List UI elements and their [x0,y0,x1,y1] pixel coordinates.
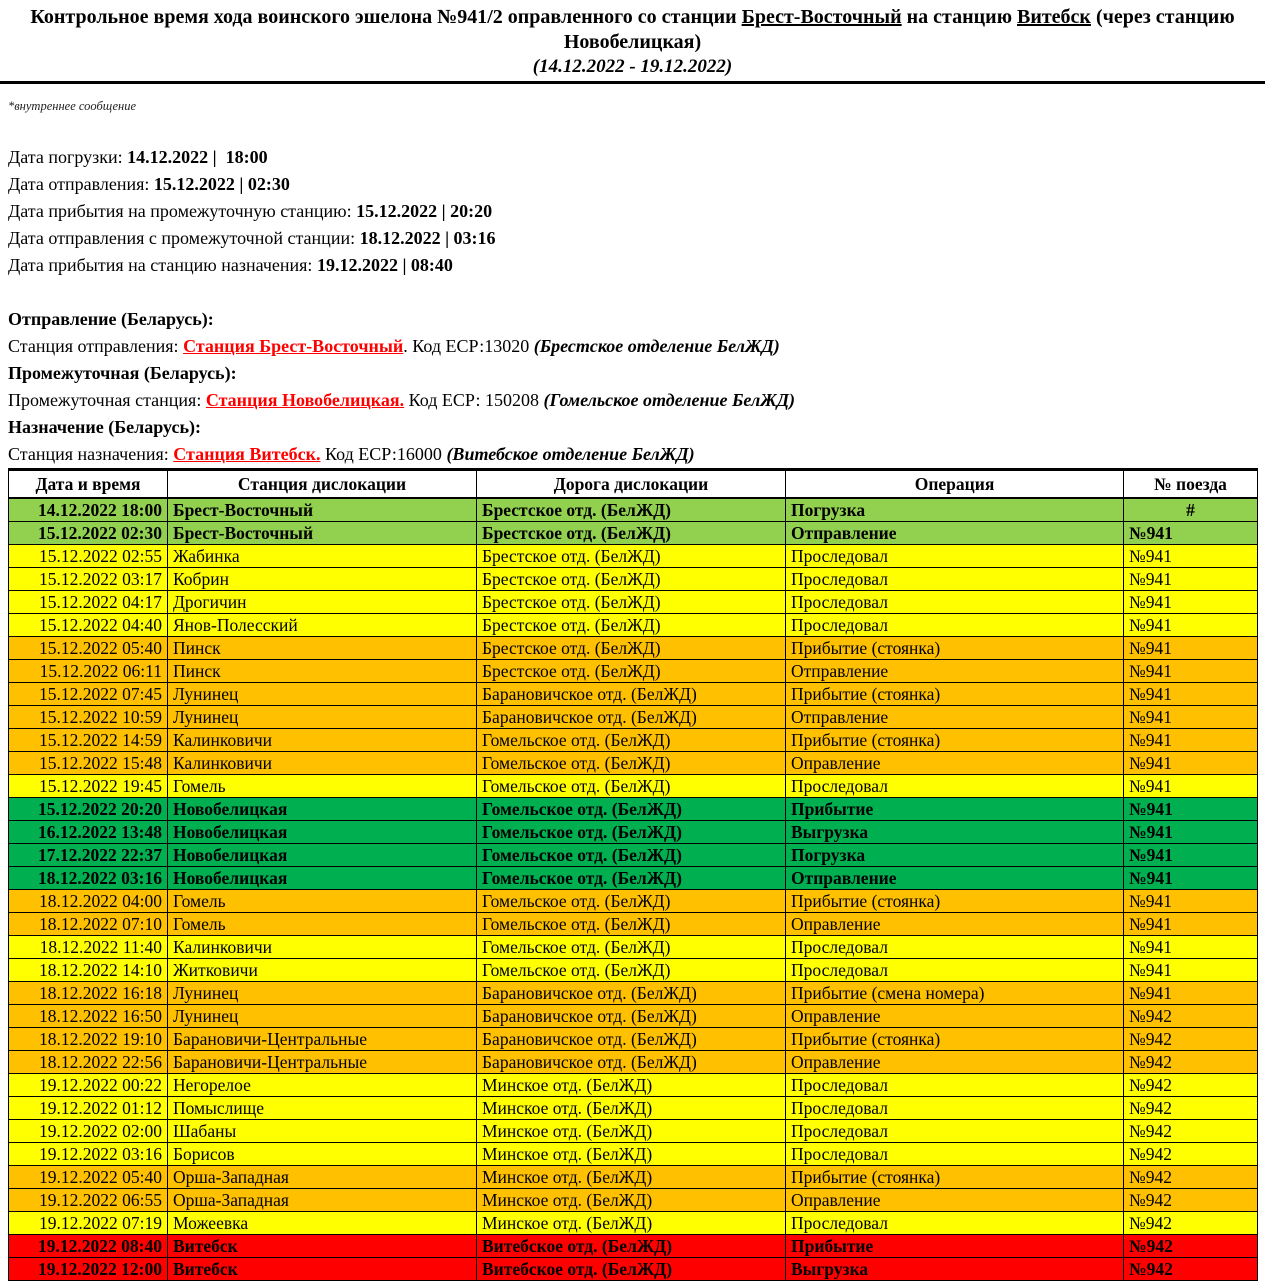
cell-station: Витебск [168,1235,477,1258]
route-station-line [8,441,1257,468]
cell-operation: Проследовал [786,775,1124,798]
table-row [9,706,1258,729]
summary-line [8,198,1257,225]
cell-station: Лунинец [168,1005,477,1028]
cell-road: Гомельское отд. (БелЖД) [477,890,786,913]
cell-train-number: №941 [1124,959,1258,982]
cell-train-number: №942 [1124,1051,1258,1074]
table-row [9,844,1258,867]
cell-station: Дрогичин [168,591,477,614]
cell-road: Барановичское отд. (БелЖД) [477,982,786,1005]
summary-line [8,225,1257,252]
table-row [9,1189,1258,1212]
cell-datetime: 19.12.2022 02:00 [9,1120,168,1143]
cell-train-number: №942 [1124,1028,1258,1051]
station-code: Код ЕСР:16000 [320,444,447,464]
cell-station: Жабинка [168,545,477,568]
route-section-heading: Промежуточная (Беларусь): [8,363,237,383]
cell-operation: Отправление [786,522,1124,545]
cell-station: Новобелицкая [168,821,477,844]
cell-train-number: №941 [1124,614,1258,637]
cell-road: Брестское отд. (БелЖД) [477,498,786,522]
cell-datetime: 18.12.2022 03:16 [9,867,168,890]
cell-operation: Погрузка [786,498,1124,522]
cell-operation: Проследовал [786,959,1124,982]
cell-road: Витебское отд. (БелЖД) [477,1258,786,1281]
cell-road: Гомельское отд. (БелЖД) [477,752,786,775]
table-row [9,936,1258,959]
cell-datetime: 16.12.2022 13:48 [9,821,168,844]
cell-station: Новобелицкая [168,867,477,890]
cell-datetime: 15.12.2022 14:59 [9,729,168,752]
table-row [9,522,1258,545]
cell-station: Можеевка [168,1212,477,1235]
column-header: Станция дислокации [168,470,477,499]
cell-datetime: 15.12.2022 15:48 [9,752,168,775]
cell-operation: Оправление [786,1189,1124,1212]
route-section-heading: Назначение (Беларусь): [8,417,201,437]
cell-datetime: 17.12.2022 22:37 [9,844,168,867]
cell-train-number: №942 [1124,1120,1258,1143]
table-row [9,545,1258,568]
cell-road: Гомельское отд. (БелЖД) [477,867,786,890]
cell-road: Брестское отд. (БелЖД) [477,614,786,637]
cell-datetime: 15.12.2022 02:55 [9,545,168,568]
cell-train-number: №941 [1124,522,1258,545]
cell-road: Барановичское отд. (БелЖД) [477,1051,786,1074]
cell-train-number: №942 [1124,1189,1258,1212]
table-row [9,1120,1258,1143]
table-row [9,683,1258,706]
cell-train-number: №941 [1124,844,1258,867]
cell-station: Шабаны [168,1120,477,1143]
title-station-from: Брест-Восточный [741,6,902,28]
route-station-label: Промежуточная станция: [8,390,206,410]
summary-line [8,144,1257,171]
cell-operation: Отправление [786,867,1124,890]
route-station-line [8,387,1257,414]
cell-operation: Проследовал [786,614,1124,637]
cell-datetime: 15.12.2022 19:45 [9,775,168,798]
table-row [9,591,1258,614]
cell-operation: Прибытие (стоянка) [786,1166,1124,1189]
title-part1: Контрольное время хода воинского эшелона №941/2 оправленного со станции [30,6,742,28]
document-header [0,0,1265,84]
cell-datetime: 19.12.2022 03:16 [9,1143,168,1166]
cell-train-number: №941 [1124,982,1258,1005]
cell-operation: Выгрузка [786,821,1124,844]
cell-operation: Проследовал [786,568,1124,591]
cell-train-number: №941 [1124,568,1258,591]
cell-road: Брестское отд. (БелЖД) [477,522,786,545]
cell-train-number: №941 [1124,936,1258,959]
cell-datetime: 18.12.2022 19:10 [9,1028,168,1051]
cell-road: Гомельское отд. (БелЖД) [477,775,786,798]
table-row [9,498,1258,522]
cell-station: Орша-Западная [168,1189,477,1212]
cell-datetime: 19.12.2022 12:00 [9,1258,168,1281]
cell-operation: Выгрузка [786,1258,1124,1281]
cell-datetime: 15.12.2022 02:30 [9,522,168,545]
cell-datetime: 19.12.2022 05:40 [9,1166,168,1189]
cell-train-number: №942 [1124,1166,1258,1189]
table-row [9,798,1258,821]
cell-operation: Прибытие (смена номера) [786,982,1124,1005]
table-row [9,1074,1258,1097]
cell-station: Гомель [168,890,477,913]
internal-message-note: *внутреннее сообщение [8,99,137,113]
route-info [8,306,1257,468]
table-row [9,729,1258,752]
cell-datetime: 19.12.2022 00:22 [9,1074,168,1097]
cell-operation: Оправление [786,752,1124,775]
table-row [9,637,1258,660]
cell-datetime: 15.12.2022 07:45 [9,683,168,706]
cell-datetime: 18.12.2022 16:50 [9,1005,168,1028]
cell-road: Брестское отд. (БелЖД) [477,545,786,568]
station-link[interactable]: Станция Новобелицкая. [205,390,405,410]
table-row [9,660,1258,683]
cell-datetime: 18.12.2022 07:10 [9,913,168,936]
cell-operation: Прибытие (стоянка) [786,729,1124,752]
cell-road: Барановичское отд. (БелЖД) [477,706,786,729]
cell-operation: Проследовал [786,1120,1124,1143]
cell-train-number: №942 [1124,1074,1258,1097]
cell-train-number: №942 [1124,1258,1258,1281]
cell-train-number: №942 [1124,1097,1258,1120]
summary-line [8,252,1257,279]
table-row [9,752,1258,775]
cell-train-number: №941 [1124,890,1258,913]
railway-division: (Витебское отделение БелЖД) [446,444,695,464]
cell-train-number: # [1124,498,1258,522]
title-part4: Новобелицкая) [563,31,702,53]
cell-datetime: 18.12.2022 14:10 [9,959,168,982]
table-row [9,1028,1258,1051]
cell-operation: Проследовал [786,591,1124,614]
table-row [9,1143,1258,1166]
cell-station: Витебск [168,1258,477,1281]
cell-datetime: 15.12.2022 05:40 [9,637,168,660]
cell-road: Брестское отд. (БелЖД) [477,591,786,614]
cell-operation: Прибытие (стоянка) [786,1028,1124,1051]
railway-division: (Гомельское отделение БелЖД) [543,390,796,410]
cell-road: Минское отд. (БелЖД) [477,1097,786,1120]
table-row [9,890,1258,913]
cell-station: Новобелицкая [168,844,477,867]
column-header: № поезда [1124,470,1258,499]
cell-datetime: 19.12.2022 01:12 [9,1097,168,1120]
cell-operation: Оправление [786,1005,1124,1028]
table-row [9,775,1258,798]
cell-datetime: 19.12.2022 08:40 [9,1235,168,1258]
cell-station: Лунинец [168,683,477,706]
cell-station: Гомель [168,775,477,798]
cell-datetime: 19.12.2022 06:55 [9,1189,168,1212]
cell-train-number: №941 [1124,798,1258,821]
cell-road: Минское отд. (БелЖД) [477,1212,786,1235]
cell-operation: Проследовал [786,1074,1124,1097]
cell-road: Гомельское отд. (БелЖД) [477,798,786,821]
cell-road: Барановичское отд. (БелЖД) [477,683,786,706]
cell-station: Орша-Западная [168,1166,477,1189]
cell-road: Минское отд. (БелЖД) [477,1166,786,1189]
cell-road: Барановичское отд. (БелЖД) [477,1028,786,1051]
table-header-row [9,470,1258,499]
cell-station: Пинск [168,637,477,660]
route-station-line [8,333,1257,360]
cell-train-number: №942 [1124,1235,1258,1258]
cell-train-number: №941 [1124,821,1258,844]
cell-road: Гомельское отд. (БелЖД) [477,729,786,752]
cell-datetime: 15.12.2022 20:20 [9,798,168,821]
cell-road: Витебское отд. (БелЖД) [477,1235,786,1258]
cell-operation: Проследовал [786,1212,1124,1235]
railway-division: (Брестское отделение БелЖД) [533,336,780,356]
cell-station: Калинковичи [168,729,477,752]
station-link[interactable]: Станция Витебск. [173,444,321,464]
cell-datetime: 18.12.2022 11:40 [9,936,168,959]
cell-operation: Отправление [786,660,1124,683]
summary-value: 18.12.2022 | 03:16 [359,228,496,248]
table-row [9,867,1258,890]
table-row [9,614,1258,637]
cell-station: Брест-Восточный [168,522,477,545]
cell-station: Пинск [168,660,477,683]
table-row [9,982,1258,1005]
summary-value: 19.12.2022 | 08:40 [316,255,453,275]
title-date-range: (14.12.2022 - 19.12.2022) [532,56,733,77]
cell-operation: Проследовал [786,1143,1124,1166]
cell-train-number: №941 [1124,913,1258,936]
cell-road: Гомельское отд. (БелЖД) [477,913,786,936]
station-code: Код ЕСР: 150208 [404,390,544,410]
cell-station: Помыслище [168,1097,477,1120]
table-row [9,959,1258,982]
cell-station: Лунинец [168,706,477,729]
table-row [9,1097,1258,1120]
summary-label: Дата прибытия на станцию назначения: [8,255,317,275]
cell-datetime: 19.12.2022 07:19 [9,1212,168,1235]
cell-road: Гомельское отд. (БелЖД) [477,844,786,867]
route-section-heading: Отправление (Беларусь): [8,309,214,329]
cell-road: Минское отд. (БелЖД) [477,1143,786,1166]
cell-station: Негорелое [168,1074,477,1097]
cell-train-number: №942 [1124,1005,1258,1028]
cell-road: Брестское отд. (БелЖД) [477,637,786,660]
cell-station: Калинковичи [168,936,477,959]
cell-operation: Проследовал [786,545,1124,568]
cell-datetime: 15.12.2022 10:59 [9,706,168,729]
cell-station: Борисов [168,1143,477,1166]
cell-station: Барановичи-Центральные [168,1028,477,1051]
cell-operation: Прибытие (стоянка) [786,890,1124,913]
summary-value: 14.12.2022 | 18:00 [127,147,268,167]
summary-line [8,171,1257,198]
cell-road: Гомельское отд. (БелЖД) [477,936,786,959]
cell-train-number: №941 [1124,867,1258,890]
summary-label: Дата отправления с промежуточной станции: [8,228,360,248]
table-row [9,1212,1258,1235]
cell-datetime: 18.12.2022 16:18 [9,982,168,1005]
title-part2: на станцию [901,6,1017,28]
cell-train-number: №941 [1124,775,1258,798]
cell-operation: Прибытие (стоянка) [786,637,1124,660]
cell-operation: Оправление [786,1051,1124,1074]
cell-road: Гомельское отд. (БелЖД) [477,959,786,982]
cell-station: Барановичи-Центральные [168,1051,477,1074]
cell-operation: Оправление [786,913,1124,936]
station-link[interactable]: Станция Брест-Восточный [183,336,404,356]
title-station-to: Витебск [1016,6,1091,28]
cell-road: Брестское отд. (БелЖД) [477,568,786,591]
cell-operation: Погрузка [786,844,1124,867]
cell-datetime: 15.12.2022 04:17 [9,591,168,614]
cell-train-number: №941 [1124,683,1258,706]
table-row [9,1235,1258,1258]
cell-operation: Прибытие [786,798,1124,821]
cell-operation: Проследовал [786,936,1124,959]
cell-train-number: №941 [1124,752,1258,775]
summary-label: Дата отправления: [8,174,154,194]
cell-train-number: №941 [1124,706,1258,729]
table-row [9,568,1258,591]
table-row [9,1166,1258,1189]
schedule-summary [8,144,1257,279]
title-part3: (через станцию [1090,6,1235,28]
column-header: Операция [786,470,1124,499]
cell-train-number: №941 [1124,637,1258,660]
summary-value: 15.12.2022 | 20:20 [356,201,493,221]
cell-road: Минское отд. (БелЖД) [477,1189,786,1212]
cell-train-number: №941 [1124,591,1258,614]
cell-station: Гомель [168,913,477,936]
cell-road: Гомельское отд. (БелЖД) [477,821,786,844]
cell-road: Минское отд. (БелЖД) [477,1074,786,1097]
cell-station: Кобрин [168,568,477,591]
cell-station: Янов-Полесский [168,614,477,637]
cell-operation: Прибытие [786,1235,1124,1258]
cell-station: Брест-Восточный [168,498,477,522]
cell-datetime: 15.12.2022 04:40 [9,614,168,637]
cell-station: Калинковичи [168,752,477,775]
cell-train-number: №942 [1124,1212,1258,1235]
table-row [9,913,1258,936]
cell-station: Новобелицкая [168,798,477,821]
station-code: . Код ЕСР:13020 [403,336,534,356]
cell-datetime: 15.12.2022 03:17 [9,568,168,591]
cell-train-number: №941 [1124,545,1258,568]
cell-train-number: №942 [1124,1143,1258,1166]
cell-operation: Прибытие (стоянка) [786,683,1124,706]
cell-datetime: 14.12.2022 18:00 [9,498,168,522]
route-station-label: Станция назначения: [8,444,174,464]
column-header: Дорога дислокации [477,470,786,499]
summary-label: Дата прибытия на промежуточную станцию: [8,201,357,221]
summary-value: 15.12.2022 | 02:30 [153,174,290,194]
cell-datetime: 18.12.2022 04:00 [9,890,168,913]
cell-operation: Отправление [786,706,1124,729]
cell-road: Брестское отд. (БелЖД) [477,660,786,683]
cell-datetime: 15.12.2022 06:11 [9,660,168,683]
route-station-label: Станция отправления: [8,336,184,356]
cell-station: Житковичи [168,959,477,982]
table-row [9,1005,1258,1028]
cell-train-number: №941 [1124,729,1258,752]
cell-operation: Проследовал [786,1097,1124,1120]
table-row [9,821,1258,844]
cell-station: Лунинец [168,982,477,1005]
train-schedule-table [8,468,1258,1281]
column-header: Дата и время [9,470,168,499]
cell-train-number: №941 [1124,660,1258,683]
summary-label: Дата погрузки: [8,147,128,167]
cell-road: Барановичское отд. (БелЖД) [477,1005,786,1028]
table-row [9,1258,1258,1281]
table-row [9,1051,1258,1074]
document-title [4,5,1261,55]
cell-road: Минское отд. (БелЖД) [477,1120,786,1143]
cell-datetime: 18.12.2022 22:56 [9,1051,168,1074]
